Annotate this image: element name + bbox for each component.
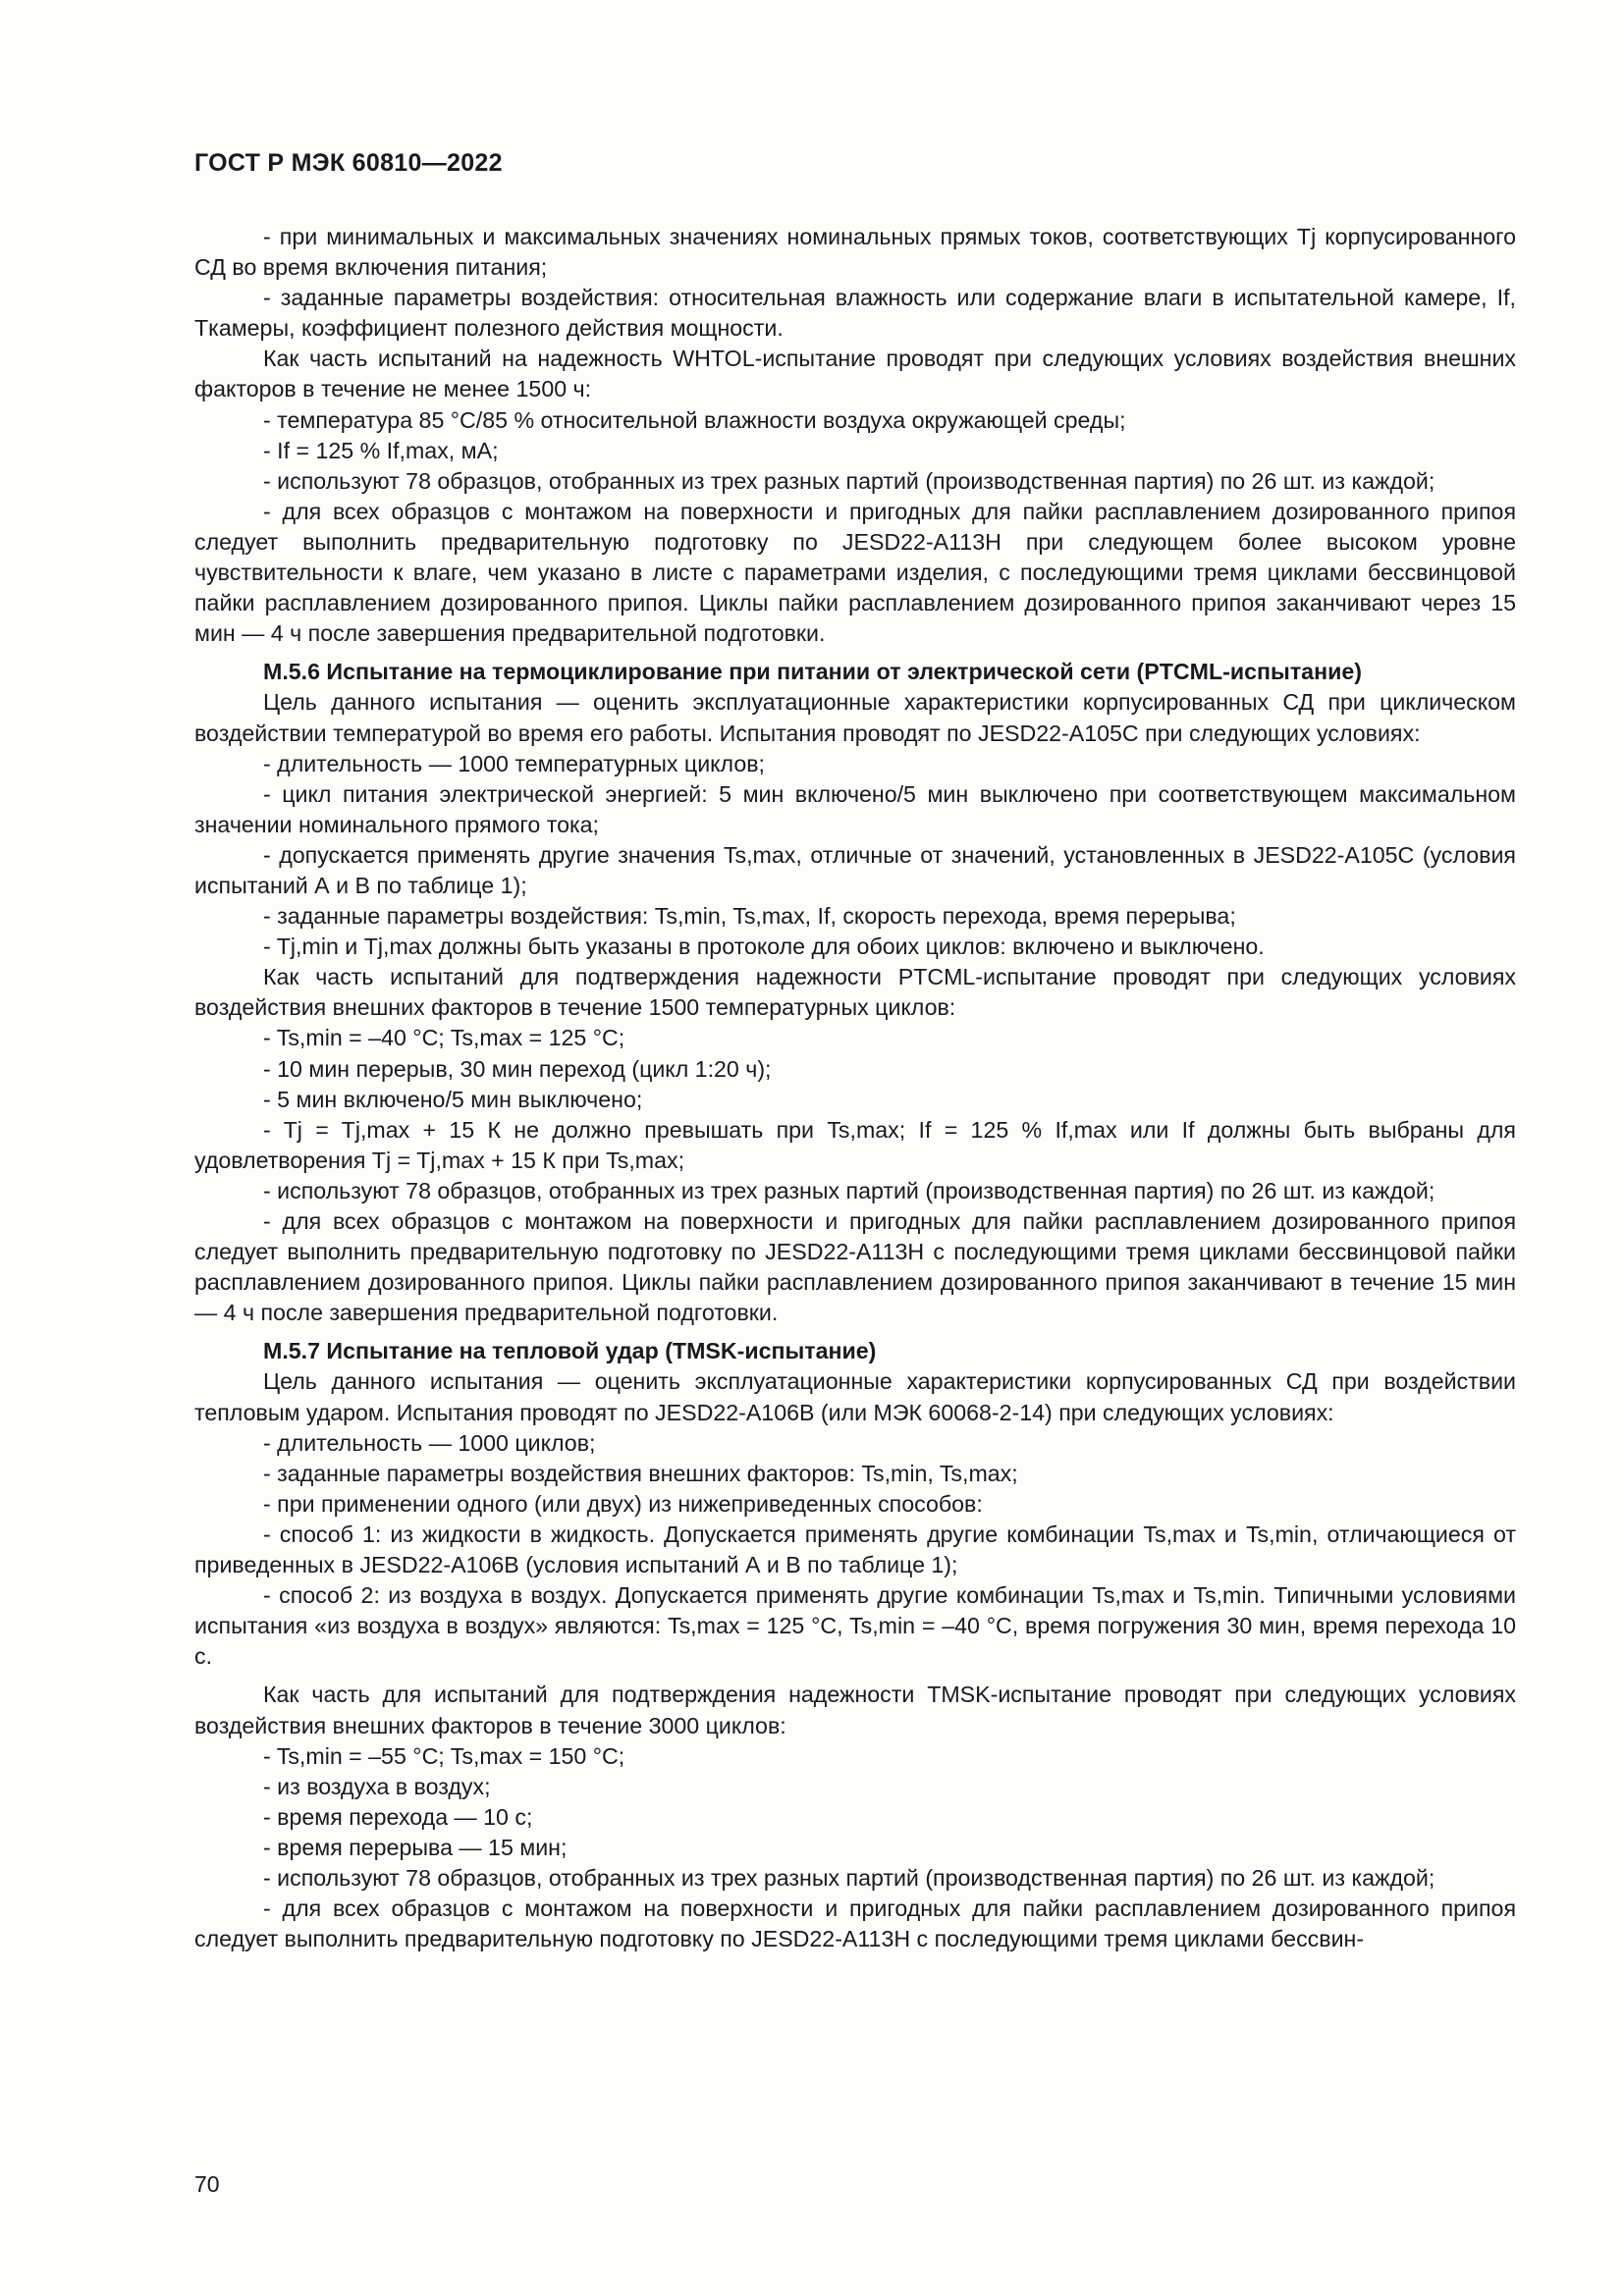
list-item: - используют 78 образцов, отобранных из трех разных партий (производственная партия) по 26 шт. из каждой; [263, 1864, 1435, 1891]
list-item: - для всех образцов с монтажом на поверхности и пригодных для пайки расплавлением дозированного припоя следует выполнить предварительную подготовку по JESD22-A113H с последующими тремя циклами бессвинцовой пайки расплавлением дозированного припоя. Циклы пайки расплавлением дозированного припоя заканчивают в течение 15 мин — 4 ч после завершения предварительной подготовки. [194, 1208, 1516, 1326]
list-item: - время перерыва — 15 мин; [263, 1834, 568, 1860]
section-heading-m57: М.5.7 Испытание на тепловой удар (TMSK-испытание) [263, 1338, 877, 1364]
list-item: - для всех образцов с монтажом на поверхности и пригодных для пайки расплавлением дозированного припоя следует выполнить предварительную подготовку по JESD22-A113H с последующими тремя циклами бессвин- [194, 1896, 1516, 1952]
paragraph: Как часть для испытаний для подтверждения надежности TMSK-испытание проводят при следующих условиях воздействия внешних факторов в течение 3000 циклов: [194, 1682, 1516, 1738]
list-item: - Tj = Tj,max + 15 К не должно превышать при Ts,max; If = 125 % If,max или If должны быть выбраны для удовлетворения Tj = Tj,max + 15 К при Ts,max; [194, 1116, 1516, 1173]
list-item: - из воздуха в воздух; [263, 1773, 491, 1799]
list-item: - цикл питания электрической энергией: 5 мин включено/5 мин выключено при соответствующем максимальном значении номинального прямого тока; [194, 780, 1516, 837]
paragraph: Как часть испытаний на надежность WHTOL-испытание проводят при следующих условиях воздействия внешних факторов в течение не менее 1500 ч: [194, 346, 1516, 402]
paragraph: Как часть испытаний для подтверждения надежности PTCML-испытание проводят при следующих условиях воздействия внешних факторов в течение 1500 температурных циклов: [194, 964, 1516, 1021]
list-item: - способ 2: из воздуха в воздух. Допускается применять другие комбинации Ts,max и Ts,min. Типичными условиями испытания «из воздуха в воздух» являются: Ts,max = 125 °C, Ts,min = –40 °C, время погружения 30 мин, время перехода 10 с. [194, 1582, 1516, 1670]
list-item: - время перехода — 10 с; [263, 1803, 533, 1830]
list-item: - используют 78 образцов, отобранных из трех разных партий (производственная партия) по 26 шт. из каждой; [263, 467, 1435, 494]
section-heading-m56: М.5.6 Испытание на термоциклирование при питании от электрической сети (PTCML-испытание) [263, 659, 1362, 685]
list-item: - температура 85 °C/85 % относительной влажности воздуха окружающей среды; [263, 406, 1126, 433]
list-item: - заданные параметры воздействия: относительная влажность или содержание влаги в испытательной камере, If, Tкамеры, коэффициент полезного действия мощности. [194, 285, 1516, 342]
list-item: - Tj,min и Tj,max должны быть указаны в протоколе для обоих циклов: включено и выключено. [263, 934, 1265, 960]
list-item: - допускается применять другие значения Ts,max, отличные от значений, установленных в JESD22-A105C (условия испытаний А и В по таблице 1); [194, 841, 1516, 898]
document-body [194, 222, 1516, 1954]
paragraph: Цель данного испытания — оценить эксплуатационные характеристики корпусированных СД при воздействии тепловым ударом. Испытания проводят по JESD22-A106B (или МЭК 60068-2-14) при следующих условиях: [194, 1368, 1516, 1425]
list-item: - длительность — 1000 температурных циклов; [263, 750, 765, 776]
paragraph: Цель данного испытания — оценить эксплуатационные характеристики корпусированных СД при циклическом воздействии температурой во время его работы. Испытания проводят по JESD22-A105C при следующих условиях: [194, 689, 1516, 746]
page-number: 70 [194, 2171, 220, 2197]
list-item: - If = 125 % If,max, мА; [263, 437, 499, 463]
list-item: - при минимальных и максимальных значениях номинальных прямых токов, соответствующих Tj корпусированного СД во время включения питания; [194, 224, 1516, 281]
list-item: - Ts,min = –55 °C; Ts,max = 150 °C; [263, 1742, 625, 1769]
list-item: - при применении одного (или двух) из нижеприведенных способов: [263, 1490, 983, 1517]
list-item: - заданные параметры воздействия: Ts,min, Ts,max, If, скорость перехода, время перерыва; [263, 903, 1236, 930]
list-item: - используют 78 образцов, отобранных из трех разных партий (производственная партия) по 26 шт. из каждой; [263, 1177, 1435, 1203]
list-item: - для всех образцов с монтажом на поверхности и пригодных для пайки расплавлением дозированного припоя следует выполнить предварительную подготовку по JESD22-A113H при следующем более высоком уровне чувствительности к влаге, чем указано в листе с параметрами изделия, с последующими тремя циклами бессвинцовой пайки расплавлением дозированного припоя. Циклы пайки расплавлением дозированного припоя заканчивают через 15 мин — 4 ч после завершения предварительной подготовки. [194, 498, 1516, 647]
document-header: ГОСТ Р МЭК 60810—2022 [194, 149, 503, 177]
list-item: - 5 мин включено/5 мин выключено; [263, 1086, 643, 1112]
list-item: - способ 1: из жидкости в жидкость. Допускается применять другие комбинации Ts,max и Ts,min, отличающиеся от приведенных в JESD22-A106B (условия испытаний А и В по таблице 1); [194, 1521, 1516, 1578]
list-item: - Ts,min = –40 °C; Ts,max = 125 °C; [263, 1025, 625, 1051]
list-item: - заданные параметры воздействия внешних факторов: Ts,min, Ts,max; [263, 1460, 1018, 1486]
list-item: - 10 мин перерыв, 30 мин переход (цикл 1:20 ч); [263, 1055, 772, 1082]
list-item: - длительность — 1000 циклов; [263, 1429, 596, 1456]
